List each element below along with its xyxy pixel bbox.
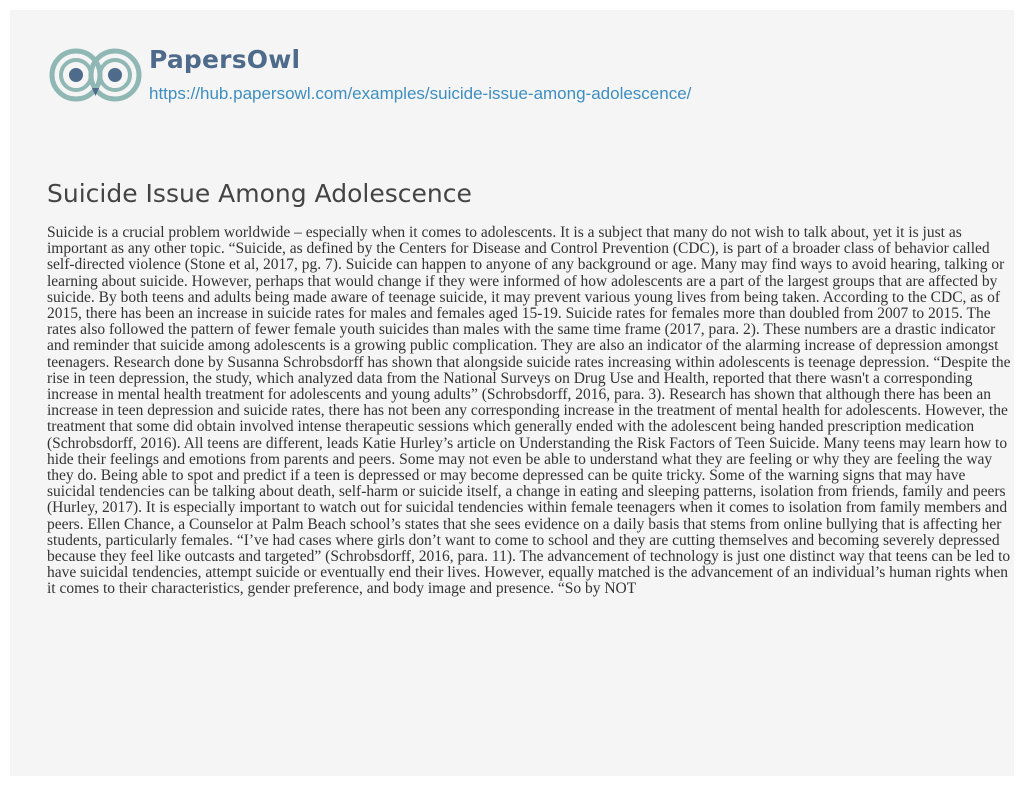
document-page [10,10,1014,776]
source-url-link[interactable]: https://hub.papersowl.com/examples/suicide-issue-among-adolescence/ [149,84,692,103]
brand-text [149,45,691,105]
owl-eyes-icon [48,40,143,110]
document-title: Suicide Issue Among Adolescence [47,179,472,208]
brand-name: PapersOwl [149,45,301,74]
brand-header [48,40,691,110]
document-body: Suicide is a crucial problem worldwide – especially when it comes to adolescents. It is a subject that many do not wish to talk about, yet it is just as important as any other topic. “Suicide, as defined by the Centers for Disease and Control Prevention (CDC), is part of a broader class of behavior called self-directed violence (Stone et al, 2017, pg. 7). Suicide can happen to anyone of any background or age. Many may find ways to avoid hearing, talking or learning about suicide. However, perhaps that would change if they were informed of how adolescents are a part of the largest groups that are affected by suicide. By both teens and adults being made aware of teenage suicide, it may prevent various young lives from being taken. According to the CDC, as of 2015, there has been an increase in suicide rates for males and females aged 15-19. Suicide rates for females more than doubled from 2007 to 2015. The rates also followed the pattern of fewer female youth suicides than males with the same time frame (2017, para. 2). These numbers are a drastic indicator and reminder that suicide among adolescents is a growing public complication. They are also an indicator of the alarming increase of depression amongst teenagers. Research done by Susanna Schrobsdorff has shown that alongside suicide rates increasing within adolescents is teenage depression. “Despite the rise in teen depression, the study, which analyzed data from the National Surveys on Drug Use and Health, reported that there wasn't a corresponding increase in mental health treatment for adolescents and young adults” (Schrobsdorff, 2016, para. 3). Research has shown that although there has been an increase in teen depression and suicide rates, there has not been any corresponding increase in the treatment of mental health for adolescents. However, the treatment that some did obtain involved intense therapeutic sessions which generally ended with the adolescent being handed prescription medication (Schrobsdorff, 2016). All teens are different, leads Katie Hurley’s article on Understanding the Risk Factors of Teen Suicide. Many teens may learn how to hide their feelings and emotions from parents and peers. Some may not even be able to understand what they are feeling or why they are feeling the way they do. Being able to spot and predict if a teen is depressed or may become depressed can be quite tricky. Some of the warning signs that may have suicidal tendencies can be talking about death, self-harm or suicide itself, a change in eating and sleeping patterns, isolation from friends, family and peers (Hurley, 2017). It is especially important to watch out for suicidal tendencies within female teenagers when it comes to isolation from family members and peers. Ellen Chance, a Counselor at Palm Beach school’s states that she sees evidence on a daily basis that stems from online bullying that is affecting her students, particularly females. “I’ve had cases where girls don’t want to come to school and they are cutting themselves and becoming severely depressed because they feel like outcasts and targeted” (Schrobsdorff, 2016, para. 11). The advancement of technology is just one distinct way that teens can be led to have suicidal tendencies, attempt suicide or eventually end their lives. However, equally matched is the advancement of an individual’s human rights when it comes to their characteristics, gender preference, and body image and presence. “So by NOT [47,224,1011,598]
